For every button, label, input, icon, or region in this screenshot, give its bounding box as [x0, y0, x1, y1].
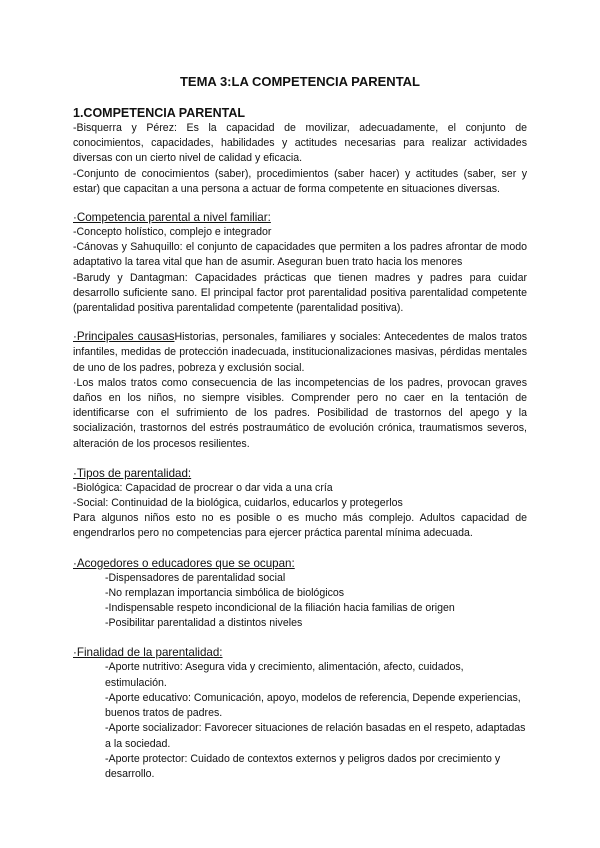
list-item: -Aporte educativo: Comunicación, apoyo, modelos de referencia, Depende experiencias, buenos tratos de padres.	[105, 691, 521, 720]
subsection-heading: ·Finalidad de la parentalidad:	[73, 646, 223, 660]
paragraph: ·Los malos tratos como consecuencia de las incompetencias de los padres, provocan graves daños en los niños, no siempre visibles. Comprender pero no caer en la tentación de identificarse con el sufrimiento de los padres. Posibilidad de trastornos del apego y la socialización, trastornos del estrés postraumático de evolución crónica, traumatismos severos, alteración de los procesos resilientes.	[73, 376, 527, 450]
paragraph: -Cánovas y Sahuquillo: el conjunto de capacidades que permiten a los padres afrontar de modo adaptativo la tarea vital que han de asumir. Aseguran buen trato hacia los menores	[73, 241, 527, 269]
section-competencia-parental	[73, 106, 527, 197]
list-item: -No remplazan importancia simbólica de biológicos	[105, 586, 345, 599]
paragraph: -Social: Continuidad de la biológica, cuidarlos, educarlos y protegerlos	[73, 497, 403, 510]
bullet-list	[73, 660, 527, 782]
subsection-heading: ·Tipos de parentalidad:	[73, 466, 192, 480]
list-item: -Aporte nutritivo: Asegura vida y crecimiento, alimentación, afecto, cuidados, estimulación.	[105, 661, 464, 689]
paragraph: -Concepto holístico, complejo e integrador	[73, 226, 272, 239]
section-nivel-familiar	[73, 210, 527, 316]
paragraph	[73, 329, 527, 376]
list-item: -Indispensable respeto incondicional de la filiación hacia familias de origen	[105, 602, 455, 615]
bullet-list	[73, 571, 527, 632]
section-tipos-parentalidad	[73, 466, 527, 542]
section-heading: 1.COMPETENCIA PARENTAL	[73, 106, 245, 120]
paragraph: -Bisquerra y Pérez: Es la capacidad de movilizar, adecuadamente, el conjunto de conocimientos, capacidades, habilidades y actitudes necesarias para realizar actividades diversas con un cierto nivel de calidad y eficacia.	[73, 122, 527, 165]
subsection-heading: ·Competencia parental a nivel familiar:	[73, 211, 271, 225]
page-title: TEMA 3:LA COMPETENCIA PARENTAL	[179, 74, 420, 89]
section-acogedores	[73, 556, 527, 632]
list-item: -Aporte socializador: Favorecer situaciones de relación basadas en el respeto, adaptadas a la sociedad.	[105, 722, 526, 750]
list-item: -Aporte protector: Cuidado de contextos externos y peligros dados por crecimiento y desarrollo.	[105, 752, 501, 780]
list-item: -Dispensadores de parentalidad social	[105, 571, 286, 584]
paragraph: -Biológica: Capacidad de procrear o dar vida a una cría	[73, 481, 333, 494]
paragraph-text: Historias, personales, familiares y sociales: Antecedentes de malos tratos infantiles, medidas de protección inadecuada, institucionalizaciones masivas, pérdidas mentales de uno de los padres, pobreza y exclusión social.	[73, 331, 528, 374]
list-item: -Posibilitar parentalidad a distintos niveles	[105, 617, 303, 630]
paragraph: Para algunos niños esto no es posible o es mucho más complejo. Adultos capacidad de engendrarlos pero no competencias para ejercer práctica parental mínima adecuada.	[73, 512, 527, 540]
subsection-heading: ·Principales causas	[73, 330, 175, 344]
paragraph: -Conjunto de conocimientos (saber), procedimientos (saber hacer) y actitudes (saber, ser y estar) que capacitan a una persona a actuar de forma competente en situaciones diversas.	[73, 167, 527, 195]
paragraph: -Barudy y Dantagman: Capacidades prácticas que tienen madres y padres para cuidar desarrollo suficiente sano. El principal factor prot parentalidad positiva parentalidad competente (parentalidad positiva parentalidad competente (parentalidad positiva).	[73, 271, 527, 315]
section-finalidad	[73, 645, 527, 782]
section-principales-causas	[73, 329, 527, 452]
subsection-heading: ·Acogedores o educadores que se ocupan:	[73, 556, 295, 570]
